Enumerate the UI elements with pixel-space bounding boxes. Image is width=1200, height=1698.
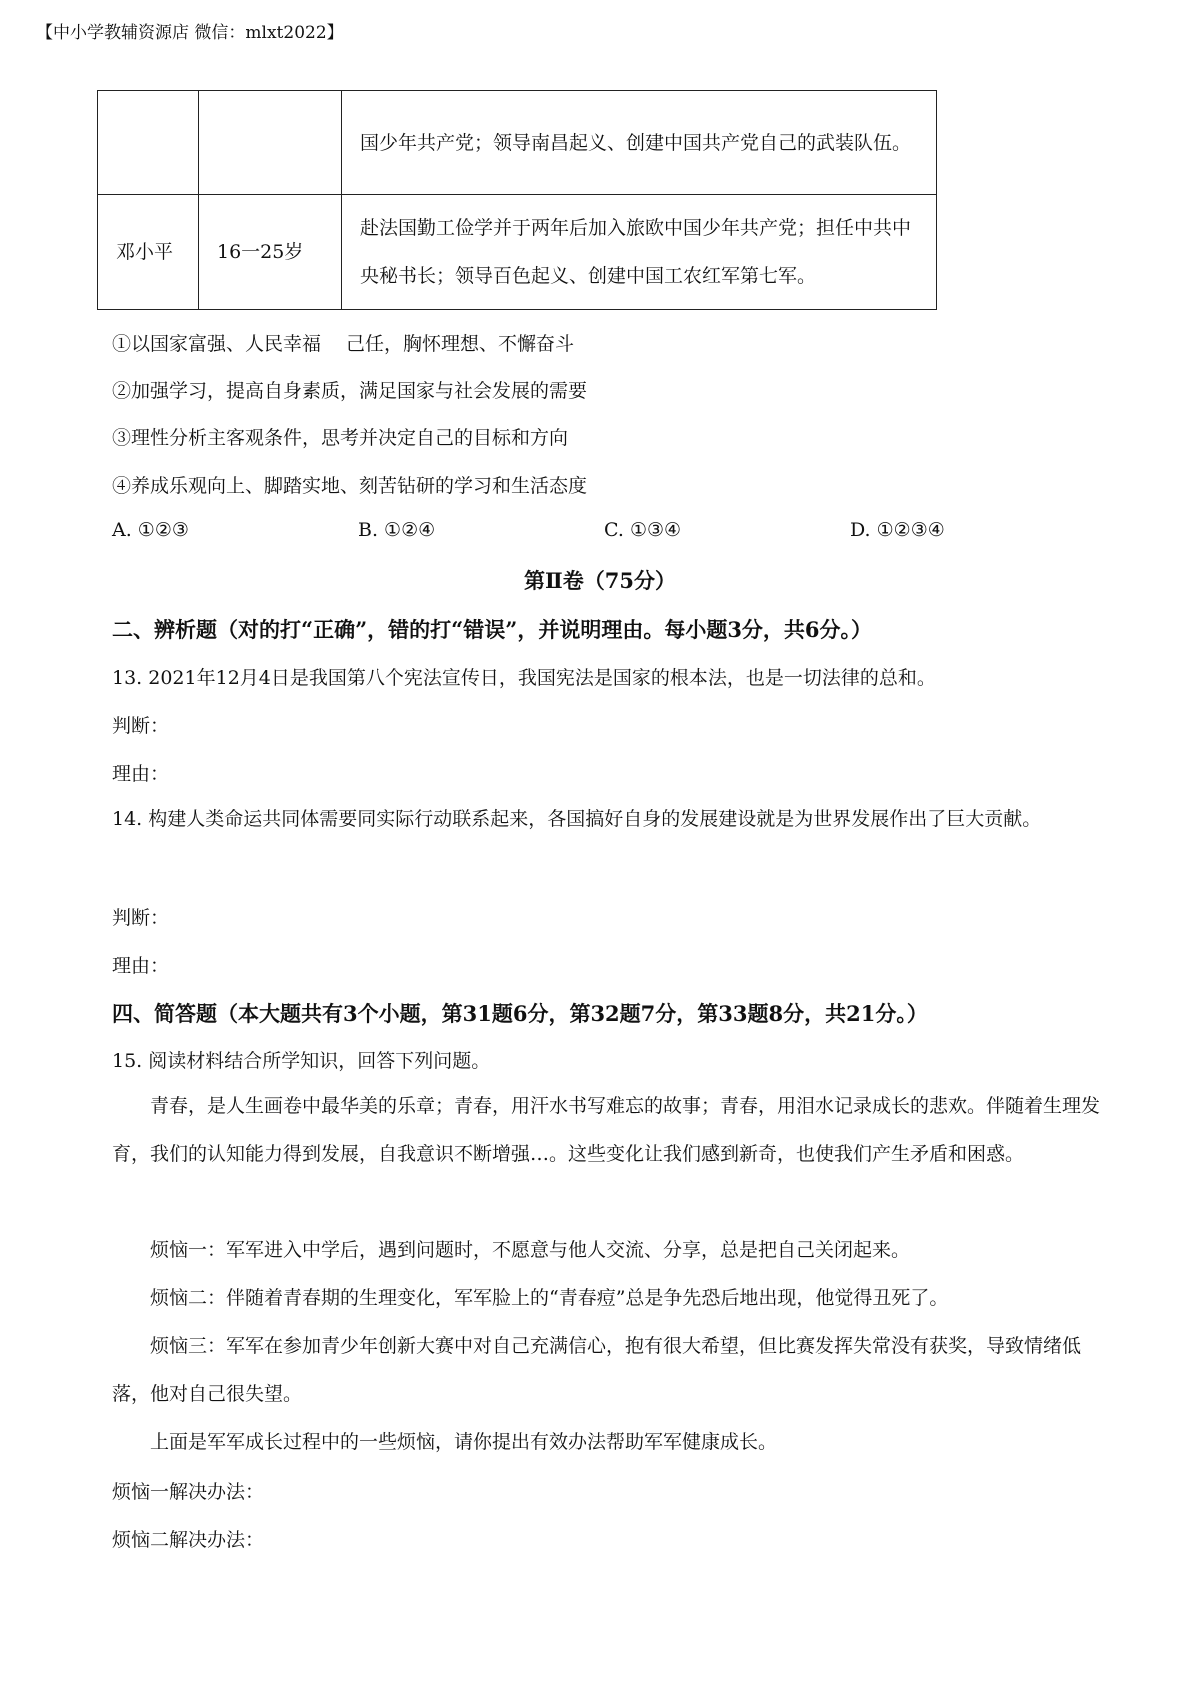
- statement-1: ①以国家富强、人民幸福 己任，胸怀理想、不懈奋斗: [112, 333, 575, 355]
- judge-label: 判断：: [112, 715, 170, 737]
- reason-label: 理由：: [112, 955, 170, 977]
- instruction: 上面是军军成长过程中的一些烦恼，请你提出有效办法帮助军军健康成长。: [150, 1431, 778, 1453]
- section-title-4: 四、简答题（本大题共有3个小题，第31题6分，第32题7分，第33题8分，共21分。）: [112, 1001, 928, 1026]
- history-table: [97, 90, 937, 310]
- table-cell-deeds: 国少年共产党；领导南昌起义、创建中国共产党自己的武装队伍。: [342, 91, 937, 195]
- table-row: [98, 195, 937, 310]
- statement-3: ③理性分析主客观条件，思考并决定自己的目标和方向: [112, 427, 569, 449]
- table-cell-age: [199, 91, 342, 195]
- trouble-1: 烦恼一：军军进入中学后，遇到问题时，不愿意与他人交流、分享，总是把自己关闭起来。: [150, 1239, 911, 1261]
- answer-2-label: 烦恼二解决办法：: [112, 1529, 265, 1551]
- page-header: 【中小学教辅资源店 微信：mlxt2022】: [36, 23, 344, 43]
- question-14: 14. 构建人类命运共同体需要同实际行动联系起来，各国搞好自身的发展建设就是为世界发展作出了巨大贡献。: [112, 808, 1042, 830]
- table-cell-deeds: 赴法国勤工俭学并于两年后加入旅欧中国少年共产党；担任中共中央秘书长；领导百色起义、创建中国工农红军第七军。: [342, 195, 937, 310]
- table-cell-name: 邓小平: [98, 195, 199, 310]
- option-c: C. ①③④: [604, 519, 682, 541]
- statement-4: ④养成乐观向上、脚踏实地、刻苦钻研的学习和生活态度: [112, 475, 588, 497]
- statement-2: ②加强学习，提高自身素质，满足国家与社会发展的需要: [112, 380, 588, 402]
- table-cell-age: 16一25岁: [199, 195, 342, 310]
- answer-1-label: 烦恼一解决办法：: [112, 1481, 265, 1503]
- section-title-2: 二、辨析题（对的打“正确”，错的打“错误”，并说明理由。每小题3分，共6分。）: [112, 617, 873, 642]
- table-cell-name: [98, 91, 199, 195]
- question-13: 13. 2021年12月4日是我国第八个宪法宣传日，我国宪法是国家的根本法，也是一切法律的总和。: [112, 667, 936, 689]
- trouble-3: 烦恼三：军军在参加青少年创新大赛中对自己充满信心，抱有很大希望，但比赛发挥失常没有获奖，导致情绪低落，他对自己很失望。: [112, 1335, 1082, 1405]
- option-d: D. ①②③④: [850, 519, 945, 541]
- trouble-2: 烦恼二：伴随着青春期的生理变化，军军脸上的“青春痘”总是争先恐后地出现，他觉得丑死了。: [150, 1287, 949, 1309]
- reason-label: 理由：: [112, 763, 170, 785]
- option-b: B. ①②④: [358, 519, 436, 541]
- option-a: A. ①②③: [112, 519, 189, 541]
- question-15: 15. 阅读材料结合所学知识，回答下列问题。: [112, 1050, 491, 1072]
- material-paragraph: 青春，是人生画卷中最华美的乐章；青春，用汗水书写难忘的故事；青春，用泪水记录成长的悲欢。伴随着生理发育，我们的认知能力得到发展，自我意识不断增强…。这些变化让我们感到新奇，也使我们产生矛盾和困惑。: [112, 1095, 1101, 1165]
- part-title: 第Ⅱ卷（75分）: [524, 568, 676, 593]
- table-row: [98, 91, 937, 195]
- judge-label: 判断：: [112, 907, 170, 929]
